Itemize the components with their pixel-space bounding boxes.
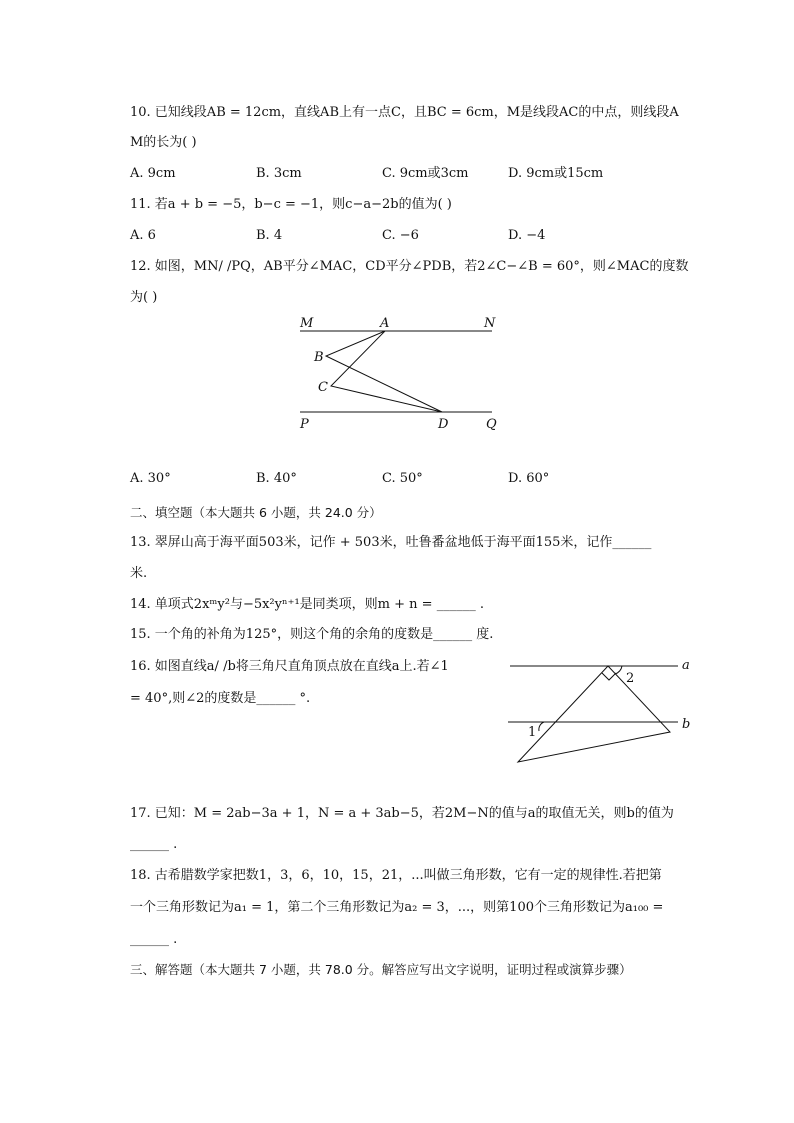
label-angle-2: 2 (626, 671, 635, 686)
q10-option-c: C. 9cm或3cm (382, 166, 469, 181)
q13-stem-line1: 13. 翠屏山高于海平面503米，记作 + 503米，吐鲁番盆地低于海平面155米，记作______ (130, 535, 652, 550)
q12-option-c: C. 50° (382, 471, 423, 486)
angle-2-arc (615, 666, 622, 674)
q10-option-a: A. 9cm (130, 166, 176, 181)
q10-stem-line1: 10. 已知线段AB = 12cm，直线AB上有一点C，且BC = 6cm，M是线段AC的中点，则线段A (130, 105, 679, 120)
q11-option-a: A. 6 (130, 228, 156, 243)
q10-option-d: D. 9cm或15cm (508, 166, 604, 181)
q16-stem-line2: = 40°,则∠2的度数是______ °. (130, 691, 311, 706)
q11-option-d: D. −4 (508, 228, 546, 243)
label-q: Q (486, 417, 497, 432)
q12-option-b: B. 40° (256, 471, 297, 486)
angle-1-arc (539, 722, 544, 731)
section-answer-heading: 三、解答题（本大题共 7 小题，共 78.0 分。解答应写出文字说明，证明过程或演算步骤） (130, 962, 632, 977)
label-c: C (318, 380, 328, 395)
q18-stem-line3: ______ . (130, 932, 178, 947)
q12-option-a: A. 30° (130, 471, 171, 486)
q10-stem-line2: M的长为( ) (130, 135, 197, 150)
label-angle-1: 1 (528, 725, 537, 740)
q12-figure (290, 310, 510, 440)
right-angle-mark (602, 673, 616, 680)
q12-stem-line2: 为( ) (130, 290, 158, 305)
q16-stem-line1: 16. 如图直线a/ /b将三角尺直角顶点放在直线a上.若∠1 (130, 659, 449, 674)
q11-stem: 11. 若a + b = −5，b−c = −1，则c−a−2b的值为( ) (130, 197, 452, 212)
path-a-b-d (326, 331, 442, 412)
q11-option-c: C. −6 (382, 228, 419, 243)
q18-stem-line2: 一个三角形数记为a₁ = 1，第二个三角形数记为a₂ = 3，...，则第100个三角形数记为a₁₀₀ = (130, 900, 664, 915)
q14-stem: 14. 单项式2xᵐy²与−5x²yⁿ⁺¹是同类项，则m + n = ______ . (130, 597, 484, 612)
q17-stem-line1: 17. 已知：M = 2ab−3a + 1，N = a + 3ab−5，若2M−N的值与a的取值无关，则b的值为 (130, 806, 674, 821)
label-a: a (682, 658, 690, 673)
section-fill-in-heading: 二、填空题（本大题共 6 小题，共 24.0 分） (130, 505, 382, 520)
q12-stem-line1: 12. 如图，MN/ /PQ，AB平分∠MAC，CD平分∠PDB，若2∠C−∠B = 60°，则∠MAC的度数 (130, 259, 689, 274)
q10-option-b: B. 3cm (256, 166, 302, 181)
q16-figure (500, 650, 700, 770)
label-m: M (300, 316, 314, 331)
label-p: P (300, 417, 309, 432)
q17-stem-line2: ______ . (130, 837, 178, 852)
path-a-c-d (331, 331, 442, 412)
label-n: N (484, 316, 496, 331)
label-d: D (438, 417, 449, 432)
triangle-ruler (518, 666, 670, 762)
q11-option-b: B. 4 (256, 228, 283, 243)
label-b: B (314, 350, 324, 365)
q13-stem-line2: 米. (130, 566, 148, 581)
q15-stem: 15. 一个角的补角为125°，则这个角的余角的度数是______ 度. (130, 627, 494, 642)
q12-option-d: D. 60° (508, 471, 550, 486)
label-b: b (682, 717, 691, 732)
q18-stem-line1: 18. 古希腊数学家把数1，3，6，10，15，21，...叫做三角形数，它有一定的规律性.若把第 (130, 868, 662, 883)
label-a: A (380, 316, 390, 331)
